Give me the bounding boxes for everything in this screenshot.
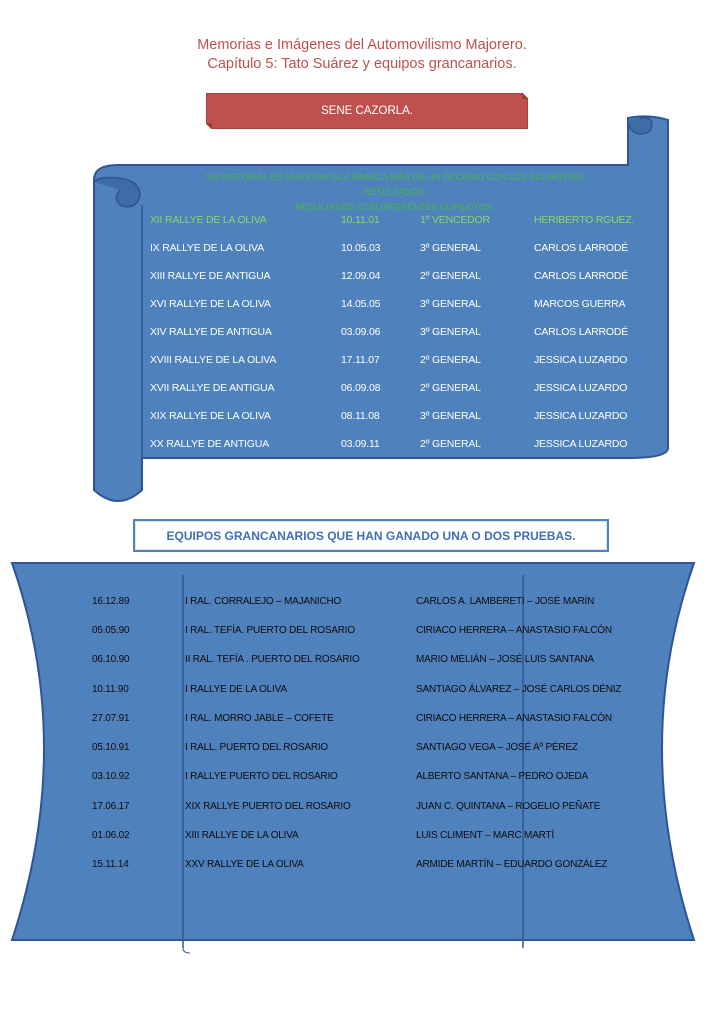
team-date: 17.06.17 <box>92 801 130 812</box>
result-copilot: JESSICA LUZARDO <box>534 410 628 422</box>
result-event: XIV RALLYE DE ANTIGUA <box>150 326 272 338</box>
result-copilot: JESSICA LUZARDO <box>534 382 628 394</box>
result-copilot: HERIBERTO RGUEZ. <box>534 214 635 226</box>
team-date: 16.12.89 <box>92 596 130 607</box>
team-row <box>0 771 724 787</box>
teams-subtitle: EQUIPOS GRANCANARIOS QUE HAN GANADO UNA O DOS PRUEBAS. <box>166 529 576 543</box>
team-row <box>0 654 724 670</box>
banner-label: SENE CAZORLA. <box>320 105 414 117</box>
result-date: 17.11.07 <box>341 354 380 366</box>
team-crew: CIRIACO HERRERA – ANASTASIO FALCÓN <box>416 713 612 724</box>
team-event: XXV RALLYE DE LA OLIVA <box>185 859 304 870</box>
result-date: 06.09.08 <box>341 382 381 394</box>
team-event: I RALLYE PUERTO DEL ROSARIO <box>185 771 338 782</box>
result-date: 10.11.01 <box>341 214 380 226</box>
team-crew: LUIS CLIMENT – MARC MARTÍ <box>416 830 554 841</box>
result-event: IX RALLYE DE LA OLIVA <box>150 242 264 254</box>
result-copilot: JESSICA LUZARDO <box>534 354 628 366</box>
result-event: XVII RALLYE DE ANTIGUA <box>150 382 275 394</box>
team-event: XIII RALLYE DE LA OLIVA <box>185 830 299 841</box>
team-crew: SANTIAGO ÁLVAREZ – JOSÉ CARLOS DÉNIZ <box>416 684 622 695</box>
team-crew: JUAN C. QUINTANA – ROGELIO PEÑATE <box>416 801 601 812</box>
team-event: II RAL. TEFÍA . PUERTO DEL ROSARIO <box>185 654 360 665</box>
team-date: 27.07.91 <box>92 713 130 724</box>
result-row <box>0 242 724 258</box>
result-date: 03.09.06 <box>341 326 381 338</box>
team-crew: ARMIDE MARTÍN – EDUARDO GONZÁLEZ <box>416 859 608 870</box>
result-copilot: JESSICA LUZARDO <box>534 438 628 450</box>
result-row <box>0 326 724 342</box>
team-crew: CIRIACO HERRERA – ANASTASIO FALCÓN <box>416 625 612 636</box>
result-event: XIX RALLYE DE LA OLIVA <box>150 410 271 422</box>
result-date: 12.09.04 <box>341 270 381 282</box>
result-event: XVI RALLYE DE LA OLIVA <box>150 298 271 310</box>
result-row <box>0 438 724 454</box>
team-row <box>0 713 724 729</box>
result-row <box>0 354 724 370</box>
result-date: 03.09.11 <box>341 438 380 450</box>
result-copilot: CARLOS LARRODÉ <box>534 270 629 282</box>
result-event: XIII RALLYE DE ANTIGUA <box>150 270 271 282</box>
result-event: XX RALLYE DE ANTIGUA <box>150 438 269 450</box>
team-event: I RAL. TEFÍA. PUERTO DEL ROSARIO <box>185 625 355 636</box>
team-row <box>0 801 724 817</box>
teams-subtitle-box <box>133 519 609 552</box>
header-line-2: Capítulo 5: Tato Suárez y equipos grancanarios. <box>207 56 517 72</box>
result-copilot: MARCOS GUERRA <box>534 298 626 310</box>
result-position: 2º GENERAL <box>420 438 481 450</box>
teams-content <box>0 555 724 955</box>
result-row <box>0 298 724 314</box>
result-date: 08.11.08 <box>341 410 380 422</box>
team-row <box>0 684 724 700</box>
result-date: 14.05.05 <box>341 298 381 310</box>
result-position: 2º GENERAL <box>420 354 481 366</box>
team-date: 10.11.90 <box>92 684 129 695</box>
result-position: 2º GENERAL <box>420 382 481 394</box>
result-copilot: CARLOS LARRODÉ <box>534 242 629 254</box>
scroll-heading-line-2: RESULTADOS CON DIFERENTES COPILOTOS. <box>295 202 495 212</box>
result-row <box>0 214 724 230</box>
team-date: 06.10.90 <box>92 654 130 665</box>
team-date: 05.10.91 <box>92 742 130 753</box>
team-event: I RALL. PUERTO DEL ROSARIO <box>185 742 328 753</box>
result-position: 3º GENERAL <box>420 298 481 310</box>
team-event: I RAL. CORRALEJO – MAJANICHO <box>185 596 342 607</box>
teams-panel <box>0 555 724 955</box>
team-date: 03.10.92 <box>92 771 130 782</box>
team-crew: MARIO MELIÁN – JOSÉ LUIS SANTANA <box>416 654 594 665</box>
result-date: 10.05.03 <box>341 242 381 254</box>
team-date: 05.05.90 <box>92 625 130 636</box>
result-event: XII RALLYE DE LA OLIVA <box>150 214 267 226</box>
scroll-heading <box>180 170 610 215</box>
team-row <box>0 625 724 641</box>
result-position: 3º GENERAL <box>420 410 481 422</box>
result-row <box>0 270 724 286</box>
team-event: I RALLYE DE LA OLIVA <box>185 684 287 695</box>
result-event: XVIII RALLYE DE LA OLIVA <box>150 354 277 366</box>
team-crew: SANTIAGO VEGA – JOSÉ Aº PÉREZ <box>416 742 578 753</box>
team-event: XIX RALLYE PUERTO DEL ROSARIO <box>185 801 351 812</box>
team-row <box>0 596 724 612</box>
team-crew: CARLOS A. LAMBERETI – JOSÉ MARÍN <box>416 596 595 607</box>
result-position: 3º GENERAL <box>420 242 481 254</box>
scroll-heading-line-1: SU HISTORIAL EN NUESTRA ISLA ABARCA MÁS DE UN DECENIO CON LOS SIGUIENTES RESULTADOS: <box>205 172 585 197</box>
team-row <box>0 742 724 758</box>
result-position: 3º GENERAL <box>420 326 481 338</box>
result-copilot: CARLOS LARRODÉ <box>534 326 629 338</box>
team-row <box>0 830 724 846</box>
result-row <box>0 382 724 398</box>
team-date: 15.11.14 <box>92 859 129 870</box>
team-date: 01.06.02 <box>92 830 130 841</box>
header-line-1: Memorias e Imágenes del Automovilismo Majorero. <box>197 37 527 53</box>
result-position: 1º VENCEDOR <box>420 214 490 226</box>
result-row <box>0 410 724 426</box>
team-row <box>0 859 724 875</box>
team-crew: ALBERTO SANTANA – PEDRO OJEDA <box>416 771 589 782</box>
result-position: 2º GENERAL <box>420 270 481 282</box>
team-event: I RAL. MORRO JABLE – COFETE <box>185 713 334 724</box>
